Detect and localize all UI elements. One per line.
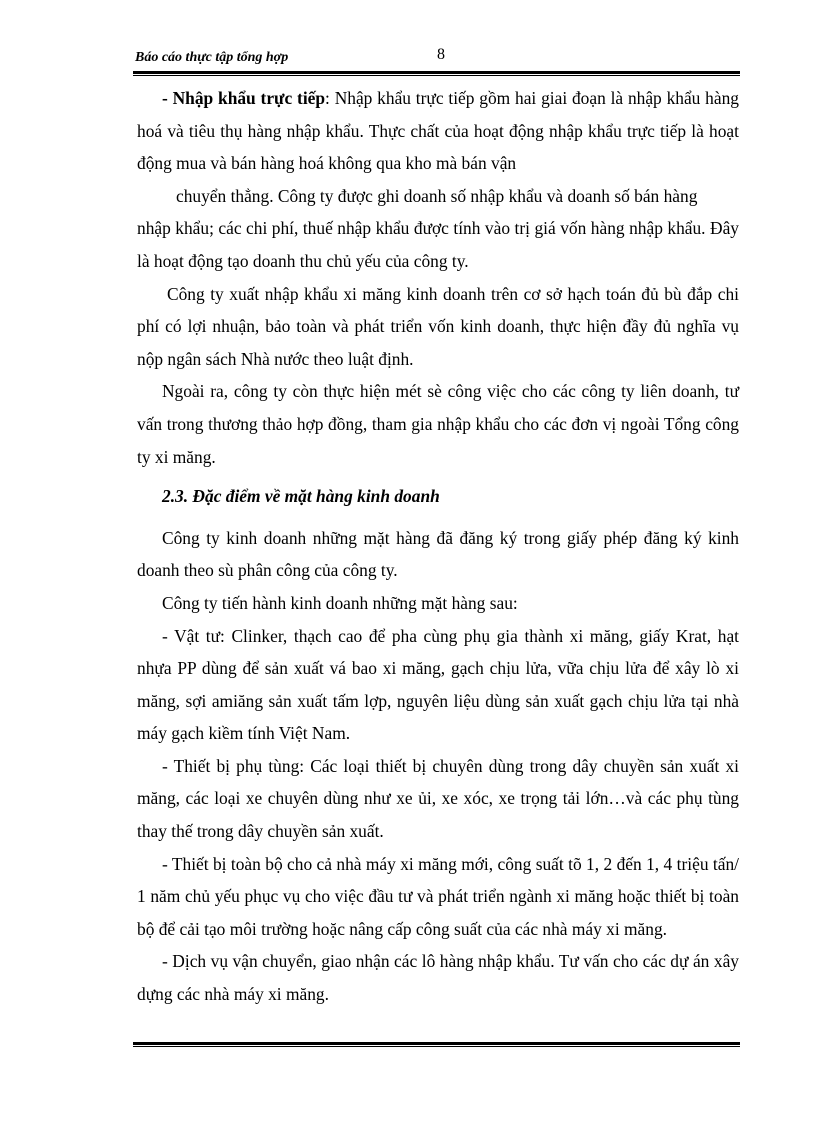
page-number: 8 bbox=[437, 46, 445, 63]
paragraph-other-services: Ngoài ra, công ty còn thực hiện mét sè công việc cho các công ty liên doanh, tư vấn trong thương thảo hợp đồng, tham gia nhập khẩu cho các đơn vị ngoài Tổng công ty xi măng. bbox=[137, 381, 739, 467]
paragraph-direct-import bbox=[137, 82, 739, 212]
page-header bbox=[133, 46, 740, 72]
paragraph-text: chuyển thẳng. Công ty được ghi doanh số nhập khẩu và doanh số bán hàng bbox=[176, 185, 698, 206]
paragraph-registered-goods: Công ty kinh doanh những mặt hàng đã đăng ký trong giấy phép đăng ký kinh doanh theo sù phân công của công ty. bbox=[137, 527, 739, 581]
section-heading: 2.3. Đặc điểm về mặt hàng kinh doanh bbox=[162, 486, 440, 507]
footer-rule bbox=[133, 1042, 740, 1047]
header-title: Báo cáo thực tập tổng hợp bbox=[135, 50, 289, 65]
list-item-materials: - Vật tư: Clinker, thạch cao để pha cùng phụ gia thành xi măng, giấy Krat, hạt nhựa PP dùng để sản xuất vá bao xi măng, gạch chịu lửa, vữa chịu lửa để xây lò xi măng, sợi amiăng sản xuất tấm lợp, nguyên liệu dùng sản xuất gạch chịu lửa tại nhà máy gạch kiềm tính Việt Nam. bbox=[137, 625, 739, 744]
document-body bbox=[137, 82, 739, 1011]
list-item-equipment-parts: - Thiết bị phụ tùng: Các loại thiết bị chuyên dùng trong dây chuyền sản xuất xi măng, các loại xe chuyên dùng như xe ủi, xe xóc, xe trọng tải lớn…và các phụ tùng thay thế trong dây chuyền sản xuất. bbox=[137, 755, 739, 842]
paragraph-text: nhập khẩu; các chi phí, thuế nhập khẩu được tính vào trị giá vốn hàng nhập khẩu. Đây là hoạt động tạo doanh thu chủ yếu của công ty. bbox=[137, 218, 739, 271]
paragraph-text: : Nhập khẩu trực tiếp gồm hai giai đoạn là nhập khẩu hàng hoá và tiêu thụ hàng nhập khẩu. Thực chất của hoạt động nhập khẩu trực tiếp là hoạt động mua và bán hàng hoá không qua kho mà bán vận bbox=[137, 88, 739, 174]
paragraph-label: - Nhập khẩu trực tiếp bbox=[162, 88, 326, 108]
paragraph-business-basis: Công ty xuất nhập khẩu xi măng kinh doanh trên cơ sở hạch toán đủ bù đắp chi phí có lợi nhuận, bảo toàn và phát triển vốn kinh doanh, thực hiện đầy đủ nghĩa vụ nộp ngân sách Nhà nước theo luật định. bbox=[137, 283, 739, 369]
paragraph-goods-intro: Công ty tiến hành kinh doanh những mặt hàng sau: bbox=[162, 592, 518, 613]
list-item-services: - Dịch vụ vận chuyển, giao nhận các lô hàng nhập khẩu. Tư vấn cho các dự án xây dựng các nhà máy xi măng. bbox=[137, 951, 739, 1005]
header-rule bbox=[133, 71, 740, 76]
list-item-full-equipment: - Thiết bị toàn bộ cho cả nhà máy xi măng mới, công suất tõ 1, 2 đến 1, 4 triệu tấn/ 1 năm chủ yếu phục vụ cho việc đầu tư và phát triển ngành xi măng hoặc thiết bị toàn bộ để cải tạo môi trường hoặc nâng cấp công suất của các nhà máy xi măng. bbox=[137, 853, 739, 939]
